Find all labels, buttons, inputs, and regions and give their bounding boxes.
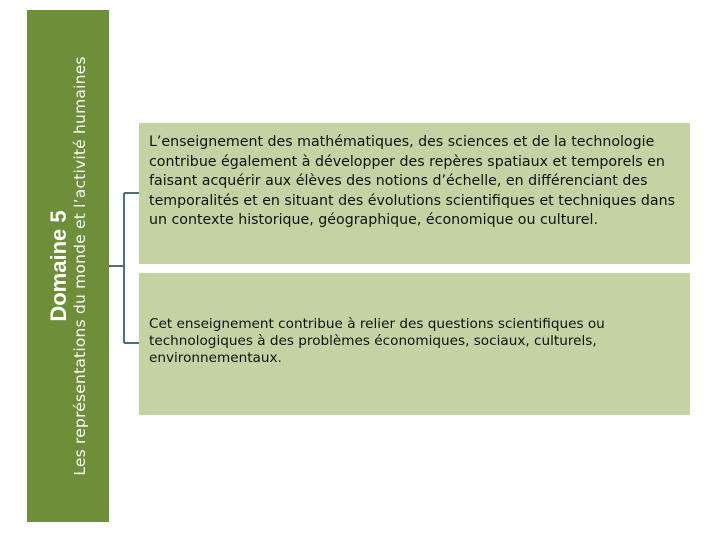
domain-subtitle: Les représentations du monde et l’activité humaines: [70, 56, 89, 476]
content-box-2: [139, 273, 690, 415]
content-box-2-text: Cet enseignement contribue à relier des questions scientifiques ou technologiques à des problèmes économiques, sociaux, culturels, environnementaux.: [149, 316, 605, 366]
domain-label: [27, 16, 109, 516]
content-box-1: [139, 123, 690, 264]
domain-title: Domaine 5: [46, 210, 71, 322]
content-box-1-text: L’enseignement des mathématiques, des sciences et de la technologie contribue également à développer des repères spatiaux et temporels en faisant acquérir aux élèves des notions d’échelle, en différenciant des temporalités et en situant des évolutions scientifiques et techniques dans un contexte historique, géographique, économique ou culturel.: [149, 134, 675, 228]
